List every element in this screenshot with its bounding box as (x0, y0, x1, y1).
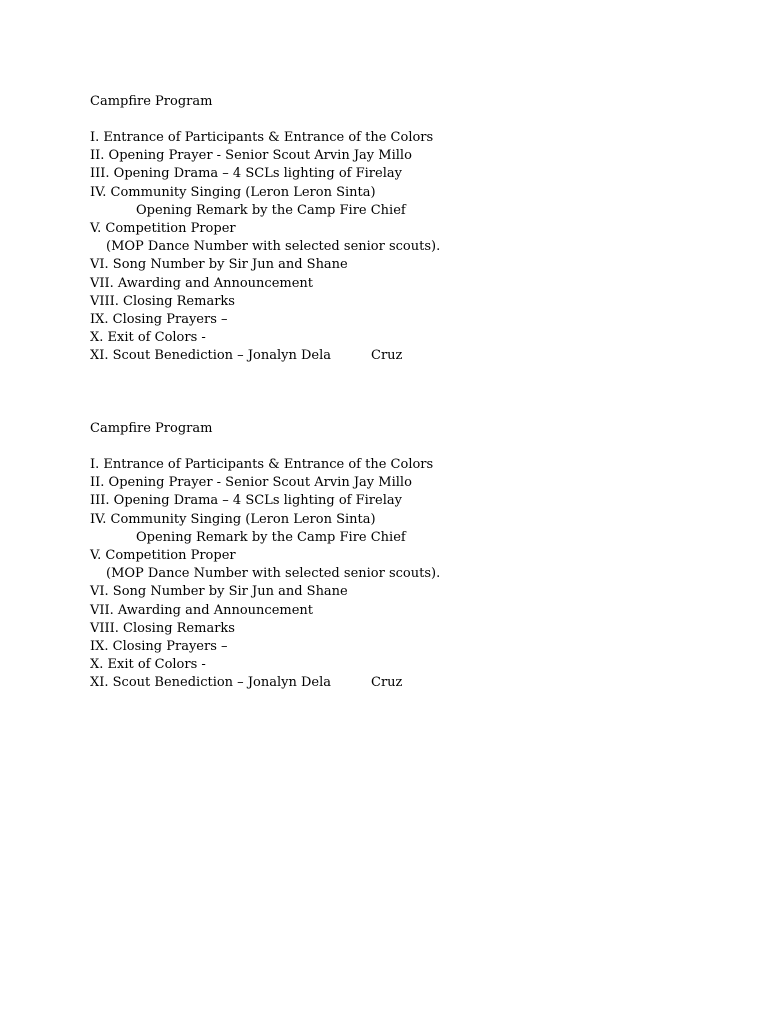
program-item-text: XI. Scout Benediction – Jonalyn Dela (90, 348, 332, 364)
program-item: VII. Awarding and Announcement (90, 602, 313, 618)
program-item: IX. Closing Prayers – (90, 638, 228, 654)
program-item-text-continued: Cruz (371, 348, 403, 364)
program-item: VIII. Closing Remarks (90, 620, 235, 636)
program-section-1 (90, 93, 730, 365)
program-subitem: Opening Remark by the Camp Fire Chief (136, 529, 406, 545)
program-item: II. Opening Prayer - Senior Scout Arvin Jay Millo (90, 475, 412, 491)
program-item: VII. Awarding and Announcement (90, 275, 313, 291)
program-subitem: (MOP Dance Number with selected senior scouts). (106, 239, 441, 255)
program-item: X. Exit of Colors - (90, 330, 206, 346)
program-item (90, 347, 730, 365)
program-item: V. Competition Proper (90, 220, 236, 236)
program-item-text: XI. Scout Benediction – Jonalyn Dela (90, 675, 332, 691)
program-item (90, 674, 730, 692)
program-item: III. Opening Drama – 4 SCLs lighting of Firelay (90, 493, 402, 509)
program-item: VI. Song Number by Sir Jun and Shane (90, 257, 348, 273)
program-title: Campfire Program (90, 421, 213, 436)
program-item: III. Opening Drama – 4 SCLs lighting of Firelay (90, 166, 402, 182)
program-item: V. Competition Proper (90, 547, 236, 563)
program-subitem: Opening Remark by the Camp Fire Chief (136, 202, 406, 218)
program-item: IX. Closing Prayers – (90, 311, 228, 327)
program-item-text-continued: Cruz (371, 675, 403, 691)
program-item: IV. Community Singing (Leron Leron Sinta) (90, 511, 376, 527)
program-section-2 (90, 420, 730, 692)
program-item: I. Entrance of Participants & Entrance of the Colors (90, 130, 434, 145)
program-title: Campfire Program (90, 94, 213, 109)
program-item: VI. Song Number by Sir Jun and Shane (90, 584, 348, 600)
program-subitem: (MOP Dance Number with selected senior scouts). (106, 566, 441, 582)
program-item: X. Exit of Colors - (90, 657, 206, 673)
program-item: II. Opening Prayer - Senior Scout Arvin Jay Millo (90, 148, 412, 164)
program-item: IV. Community Singing (Leron Leron Sinta) (90, 184, 376, 200)
program-item: I. Entrance of Participants & Entrance of the Colors (90, 457, 434, 472)
program-item: VIII. Closing Remarks (90, 293, 235, 309)
